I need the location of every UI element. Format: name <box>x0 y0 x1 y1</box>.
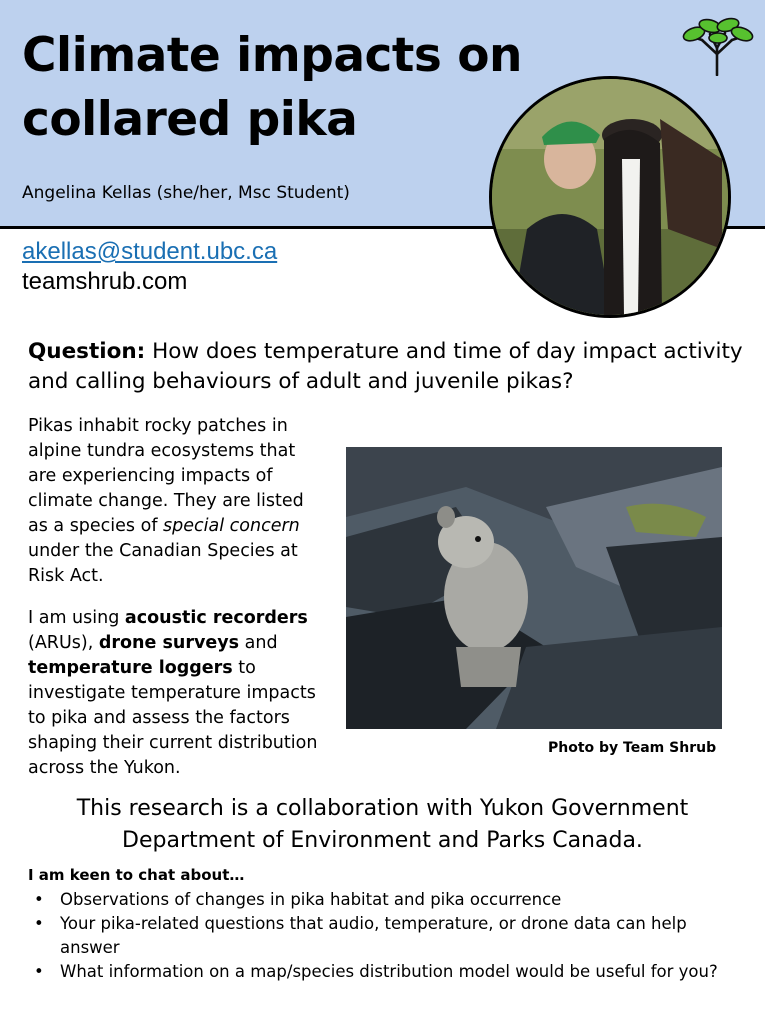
methods-bold-1: acoustic recorders <box>124 608 308 628</box>
intro-text-1: Pikas inhabit rocky patches in alpine tundra ecosystems that are experiencing impacts of climate change. They are listed as a species of <box>28 416 304 536</box>
methods-bold-3: temperature loggers <box>28 658 233 678</box>
chat-topics-list <box>28 888 748 984</box>
email-link[interactable]: akellas@student.ubc.ca <box>22 238 278 265</box>
methods-bold-2: drone surveys <box>98 633 240 653</box>
website-text: teamshrub.com <box>22 268 188 295</box>
methods-text-1: I am using <box>28 608 125 628</box>
methods-paragraph <box>28 606 318 781</box>
research-question <box>28 337 748 397</box>
methods-text-2: (ARUs), <box>28 633 99 653</box>
chat-heading: I am keen to chat about… <box>28 866 245 884</box>
bullet-icon: • <box>34 914 44 933</box>
intro-paragraph <box>28 414 318 589</box>
page-title <box>22 24 582 152</box>
question-text: How does temperature and time of day impact activity and calling behaviours of adult and juvenile pikas? <box>28 339 743 394</box>
portrait-illustration <box>492 79 728 315</box>
pika-photo-illustration <box>346 447 722 729</box>
collaboration-statement: This research is a collaboration with Yukon Government Department of Environment and Parks Canada. <box>76 796 689 853</box>
intro-text-2: under the Canadian Species at Risk Act. <box>28 541 298 586</box>
methods-text-3: and <box>239 633 278 653</box>
team-shrub-logo-icon <box>680 14 754 76</box>
author-portrait-photo <box>489 76 731 318</box>
author-name: Angelina Kellas (she/her, Msc Student) <box>22 183 350 203</box>
list-item <box>28 912 748 960</box>
intro-emphasis: special concern <box>163 516 300 536</box>
photo-caption: Photo by Team Shrub <box>548 740 717 756</box>
methods-text-4: to investigate temperature impacts to pika and assess the factors shaping their current distribution across the Yukon. <box>28 658 318 778</box>
bullet-icon: • <box>34 890 44 909</box>
list-item-text: Observations of changes in pika habitat and pika occurrence <box>60 890 562 909</box>
list-item-text: Your pika-related questions that audio, temperature, or drone data can help answer <box>60 914 687 957</box>
title-line-2: collared pika <box>22 92 358 147</box>
list-item <box>28 888 748 912</box>
list-item-text: What information on a map/species distribution model would be useful for you? <box>60 962 718 981</box>
title-line-1: Climate impacts on <box>22 28 522 83</box>
list-item <box>28 960 748 984</box>
pika-photo <box>346 447 722 729</box>
bullet-icon: • <box>34 962 44 981</box>
question-label: Question: <box>28 339 146 364</box>
